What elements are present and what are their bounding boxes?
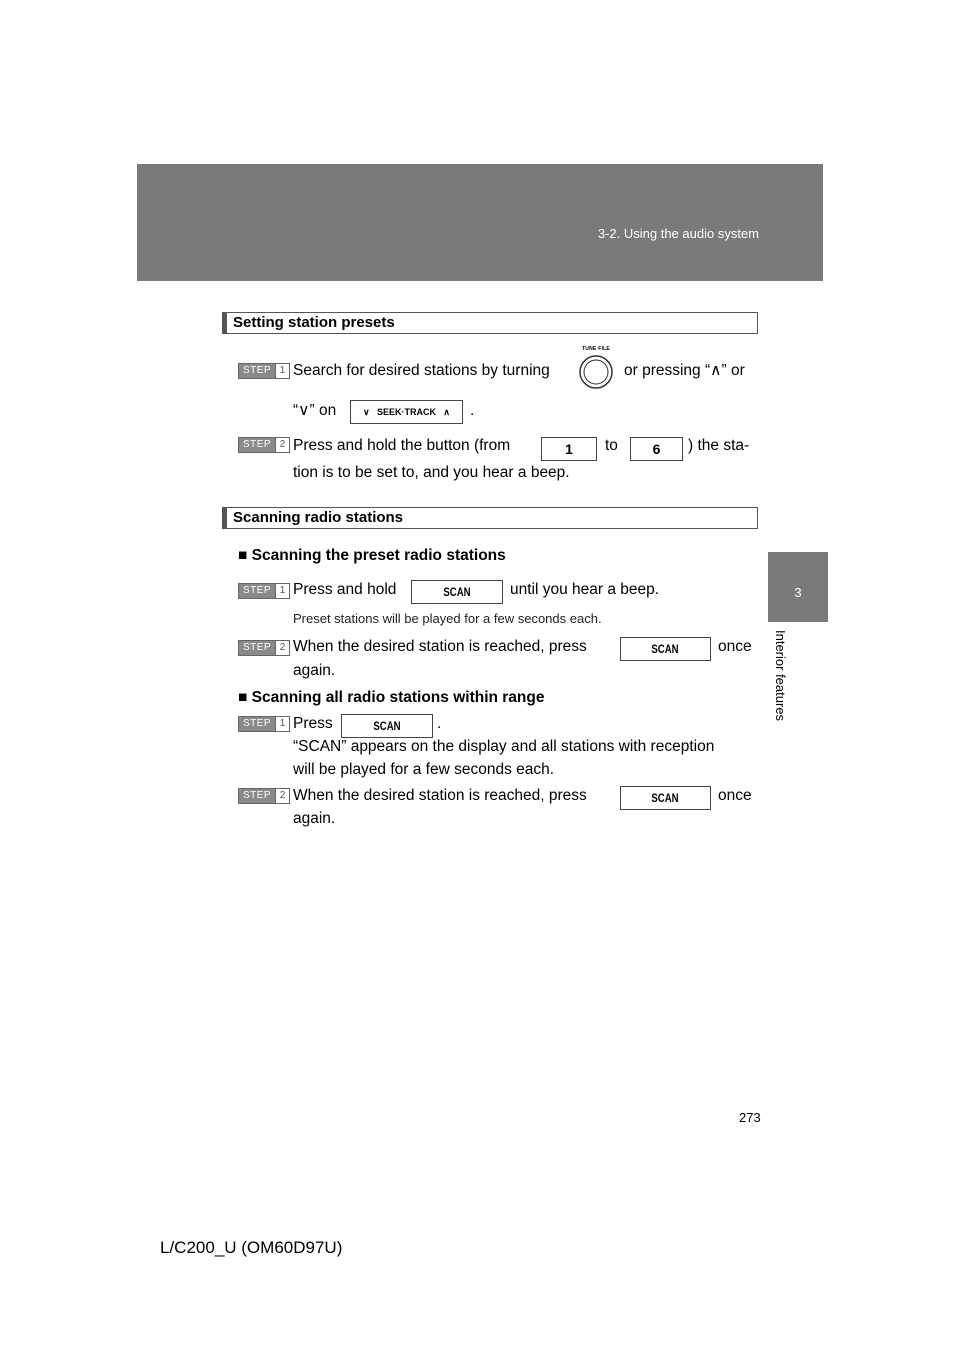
scan-button bbox=[411, 580, 503, 604]
step-text: “SCAN” appears on the display and all stations with reception bbox=[293, 738, 715, 755]
chapter-label bbox=[771, 630, 791, 735]
step-text: Press and hold the button (from bbox=[293, 437, 511, 454]
section-heading-presets: Setting station presets bbox=[222, 312, 758, 334]
step-text: When the desired station is reached, press bbox=[293, 787, 587, 804]
section-title: 3-2. Using the audio system bbox=[597, 226, 759, 241]
step-word: STEP bbox=[239, 789, 275, 803]
step-text: again. bbox=[293, 662, 336, 679]
scan-label: SCAN bbox=[373, 719, 401, 733]
step-badge bbox=[238, 583, 290, 599]
step-number: 2 bbox=[275, 641, 289, 655]
step-number: 1 bbox=[275, 364, 289, 378]
scan-label: SCAN bbox=[443, 585, 471, 599]
page-number: 273 bbox=[739, 1110, 761, 1125]
step-text: Search for desired stations by turning bbox=[293, 362, 550, 379]
document-code: L/C200_U (OM60D97U) bbox=[160, 1238, 343, 1257]
step-badge bbox=[238, 788, 290, 804]
section-heading-scanning: Scanning radio stations bbox=[222, 507, 758, 529]
subheading-all-scan: ■ Scanning all radio stations within range bbox=[238, 689, 545, 706]
step-text: . bbox=[437, 715, 442, 732]
scan-button bbox=[341, 714, 433, 738]
scan-button bbox=[620, 637, 711, 661]
chapter-tab bbox=[768, 552, 828, 622]
tune-knob-icon bbox=[578, 354, 614, 390]
seek-track-button bbox=[350, 400, 463, 424]
step-text: once bbox=[718, 638, 752, 655]
step-text: to bbox=[605, 437, 618, 454]
step-number: 1 bbox=[275, 717, 289, 731]
step-text: will be played for a few seconds each. bbox=[293, 761, 555, 778]
scan-button bbox=[620, 786, 711, 810]
chapter-label-text: Interior features bbox=[773, 630, 788, 722]
step-note: Preset stations will be played for a few seconds each. bbox=[293, 611, 602, 626]
step-badge bbox=[238, 640, 290, 656]
chevron-up-icon: ∧ bbox=[443, 407, 450, 417]
step-number: 1 bbox=[275, 584, 289, 598]
chapter-number: 3 bbox=[794, 585, 802, 600]
preset-1-button: 1 bbox=[541, 437, 597, 461]
step-number: 2 bbox=[275, 789, 289, 803]
step-text: Press and hold bbox=[293, 581, 397, 598]
step-text: . bbox=[470, 402, 475, 419]
step-text: ) the sta- bbox=[688, 437, 750, 454]
header-band bbox=[137, 164, 823, 281]
step-word: STEP bbox=[239, 438, 275, 452]
step-text: once bbox=[718, 787, 752, 804]
step-text: until you hear a beep. bbox=[510, 581, 660, 598]
scan-label: SCAN bbox=[651, 791, 680, 805]
step-text: “∨” on bbox=[293, 402, 337, 419]
scan-label: SCAN bbox=[651, 642, 680, 656]
preset-6-button: 6 bbox=[630, 437, 683, 461]
step-word: STEP bbox=[239, 584, 275, 598]
knob-label: TUNE·FILE bbox=[582, 346, 610, 352]
step-text: again. bbox=[293, 810, 336, 827]
step-text: or pressing “∧” or bbox=[624, 362, 745, 379]
step-word: STEP bbox=[239, 364, 275, 378]
step-word: STEP bbox=[239, 717, 275, 731]
step-badge bbox=[238, 716, 290, 732]
step-text: When the desired station is reached, press bbox=[293, 638, 587, 655]
step-text: tion is to be set to, and you hear a beep. bbox=[293, 464, 570, 481]
step-badge bbox=[238, 437, 290, 453]
chevron-down-icon: ∨ bbox=[363, 407, 370, 417]
subheading-preset-scan: ■ Scanning the preset radio stations bbox=[238, 547, 506, 564]
step-number: 2 bbox=[275, 438, 289, 452]
step-word: STEP bbox=[239, 641, 275, 655]
step-text: Press bbox=[293, 715, 333, 732]
step-badge bbox=[238, 363, 290, 379]
seek-track-label: SEEK·TRACK bbox=[376, 407, 436, 417]
